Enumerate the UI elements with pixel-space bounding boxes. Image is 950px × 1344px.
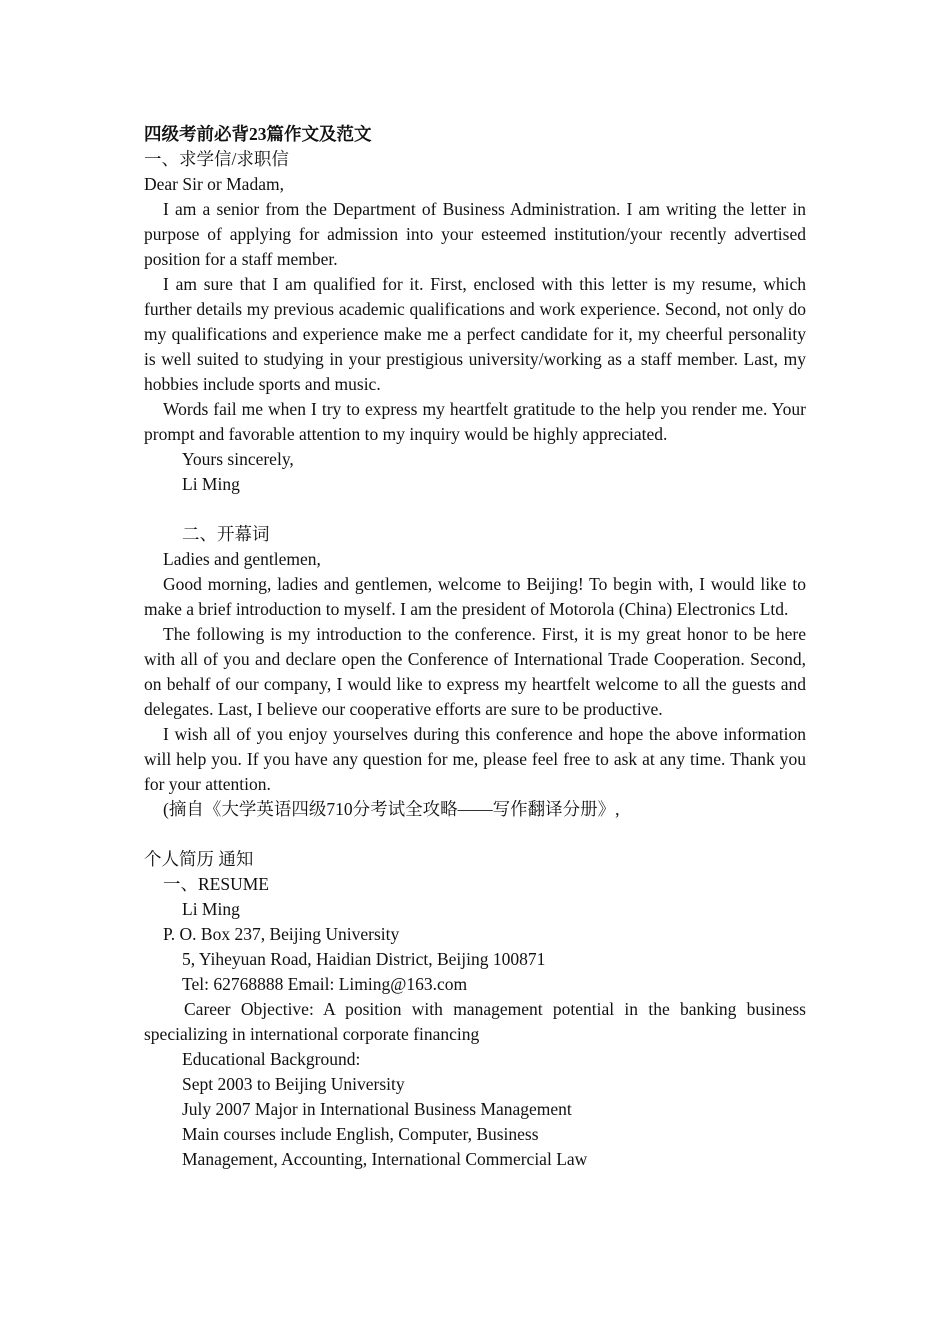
speech-paragraph: Good morning, ladies and gentlemen, welcome to Beijing! To begin with, I would like to make a brief introduction to myself. I am the president of Motorola (China) Electronics Ltd. [144, 574, 806, 619]
resume-career-objective: Career Objective: A position with management potential in the banking business specializing in international corporate financing [144, 999, 806, 1044]
document-page [144, 122, 806, 1172]
resume-education-line: July 2007 Major in International Business Management [182, 1099, 572, 1119]
resume-name: Li Ming [182, 899, 240, 919]
resume-contact: Tel: 62768888 Email: Liming@163.com [182, 974, 468, 994]
blank-line [144, 497, 806, 522]
section-heading-resume-notice: 个人简历 通知 [144, 849, 254, 869]
speech-paragraph: I wish all of you enjoy yourselves during this conference and hope the above information will help you. If you have any question for me, please feel free to ask at any time. Thank you for your attention. [144, 724, 806, 794]
resume-heading: 一、RESUME [163, 874, 269, 894]
speech-salutation: Ladies and gentlemen, [163, 549, 321, 569]
letter-signature: Li Ming [182, 474, 240, 494]
letter-paragraph: I am a senior from the Department of Business Administration. I am writing the letter in purpose of applying for admission into your esteemed institution/your recently advertised position for a staff member. [144, 199, 806, 269]
section-heading-opening-speech: 二、开幕词 [182, 524, 270, 544]
speech-paragraph: The following is my introduction to the conference. First, it is my great honor to be here with all of you and declare open the Conference of International Trade Cooperation. Second, on behalf of our company, I would like to express my heartfelt welcome to all the guests and delegates. Last, I believe our cooperative efforts are sure to be productive. [144, 624, 806, 719]
section-heading-application-letter: 一、求学信/求职信 [144, 149, 289, 169]
blank-line [144, 822, 806, 847]
resume-education-line: Management, Accounting, International Commercial Law [182, 1149, 588, 1169]
letter-closing: Yours sincerely, [182, 449, 294, 469]
letter-paragraph: I am sure that I am qualified for it. First, enclosed with this letter is my resume, which further details my previous academic qualifications and work experience. Second, not only do my qualifications and experience make me a perfect candidate for it, my cheerful personality is well suited to studying in your prestigious university/working as a staff member. Last, my hobbies include sports and music. [144, 274, 806, 394]
resume-address-line: P. O. Box 237, Beijing University [163, 924, 400, 944]
source-citation: (摘自《大学英语四级710分考试全攻略——写作翻译分册》, [163, 799, 620, 819]
letter-paragraph: Words fail me when I try to express my heartfelt gratitude to the help you render me. Your prompt and favorable attention to my inquiry would be highly appreciated. [144, 399, 806, 444]
document-title: 四级考前必背23篇作文及范文 [144, 124, 372, 144]
resume-education-line: Sept 2003 to Beijing University [182, 1074, 405, 1094]
letter-salutation: Dear Sir or Madam, [144, 174, 284, 194]
resume-address-line: 5, Yiheyuan Road, Haidian District, Beijing 100871 [182, 949, 546, 969]
resume-education-line: Main courses include English, Computer, Business [182, 1124, 539, 1144]
resume-education-label: Educational Background: [182, 1049, 361, 1069]
